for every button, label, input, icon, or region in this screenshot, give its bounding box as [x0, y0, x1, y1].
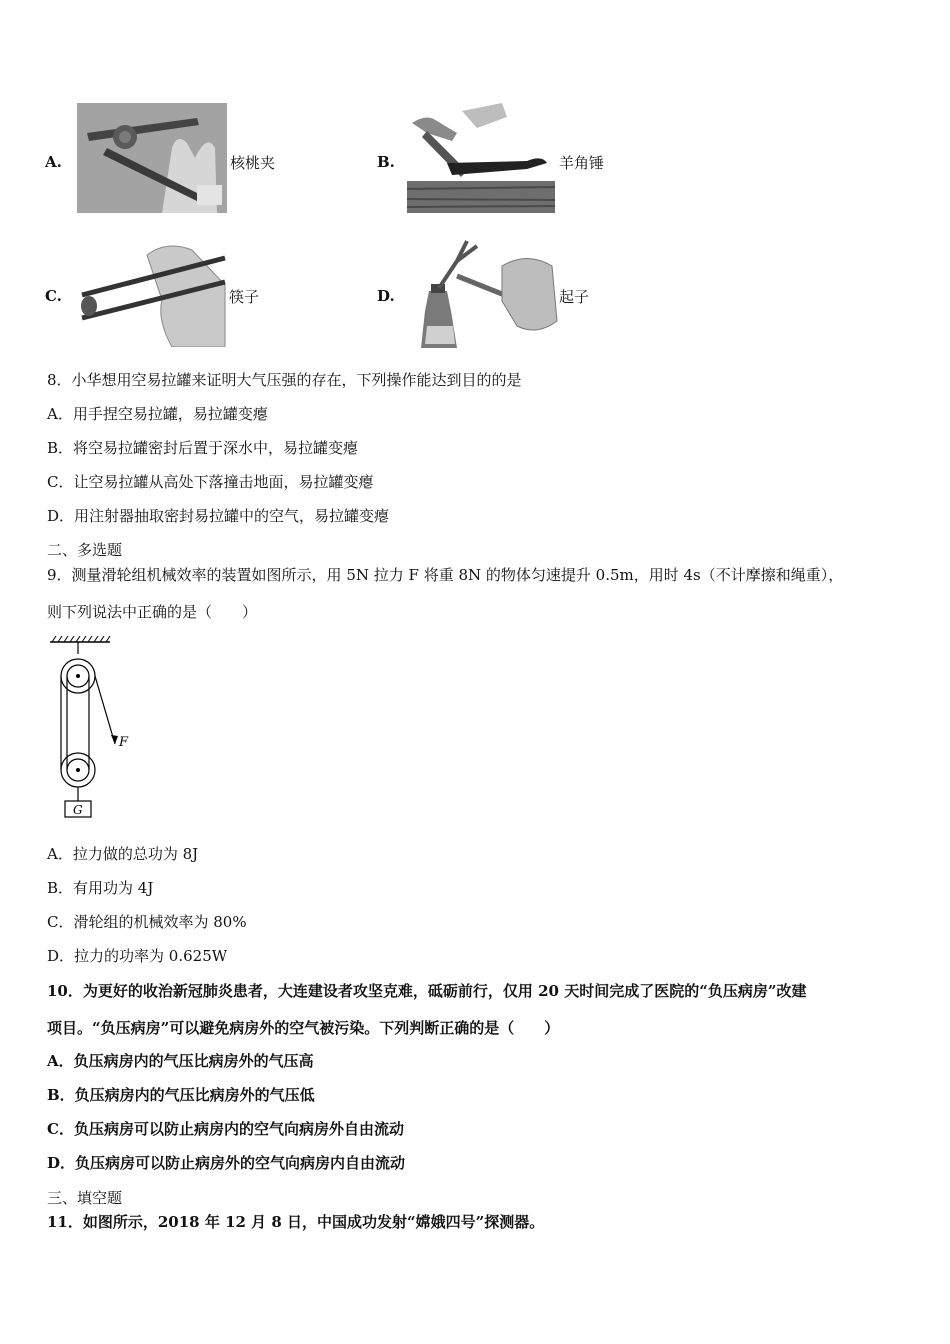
option-d[interactable]: D．拉力的功率为 0.625W: [47, 947, 228, 965]
chopsticks-photo: [77, 240, 227, 347]
option-a[interactable]: A．用手捏空易拉罐，易拉罐变瘪: [47, 405, 268, 423]
option-c[interactable]: C．负压病房可以防止病房内的空气向病房外自由流动: [47, 1120, 404, 1138]
option-caption: 羊角锤: [559, 154, 605, 172]
question-stem-line1: 10．为更好的收治新冠肺炎患者，大连建设者攻坚克难，砥砺前行，仅用 20 天时间完成了医院的“负压病房”改建: [47, 982, 807, 1000]
option-letter: A.: [45, 153, 62, 171]
question-stem-line1: 9．测量滑轮组机械效率的装置如图所示，用 5N 拉力 F 将重 8N 的物体匀速提升 0.5m，用时 4s（不计摩擦和绳重），: [47, 566, 844, 584]
weight-label: G: [73, 803, 83, 817]
bottle-opener-photo: [407, 236, 559, 348]
pulley-diagram: [45, 636, 145, 821]
question-stem-line2: 则下列说法中正确的是（ ）: [47, 603, 258, 621]
option-c[interactable]: C．滑轮组的机械效率为 80%: [47, 913, 247, 931]
option-d[interactable]: D．用注射器抽取密封易拉罐中的空气，易拉罐变瘪: [47, 507, 390, 525]
option-caption: 起子: [559, 288, 590, 306]
option-b[interactable]: B．负压病房内的气压比病房外的气压低: [47, 1086, 315, 1104]
option-a[interactable]: A．拉力做的总功为 8J: [47, 845, 199, 863]
walnut-cracker-photo: [77, 103, 227, 213]
option-letter: D.: [377, 287, 395, 305]
option-b[interactable]: B．将空易拉罐密封后置于深水中，易拉罐变瘪: [47, 439, 359, 457]
question-stem: 8．小华想用空易拉罐来证明大气压强的存在，下列操作能达到目的的是: [47, 371, 522, 389]
option-a[interactable]: A．负压病房内的气压比病房外的气压高: [47, 1052, 314, 1070]
question-stem: 11．如图所示，2018 年 12 月 8 日，中国成功发射“嫦娥四号”探测器。: [47, 1213, 545, 1231]
section-heading: 二、多选题: [47, 541, 123, 559]
claw-hammer-photo: [407, 103, 555, 213]
section-heading: 三、填空题: [47, 1189, 123, 1207]
option-d[interactable]: D．负压病房可以防止病房外的空气向病房内自由流动: [47, 1154, 406, 1172]
pulley-diagram-svg: [45, 636, 145, 821]
option-letter: B.: [377, 153, 395, 171]
option-letter: C.: [45, 287, 62, 305]
option-caption: 筷子: [229, 288, 260, 306]
question-stem-line2: 项目。“负压病房”可以避免病房外的空气被污染。下列判断正确的是（ ）: [47, 1019, 560, 1037]
option-caption: 核桃夹: [230, 154, 276, 172]
option-b[interactable]: B．有用功为 4J: [47, 879, 154, 897]
option-c[interactable]: C．让空易拉罐从高处下落撞击地面，易拉罐变瘪: [47, 473, 374, 491]
force-label: F: [119, 735, 129, 750]
